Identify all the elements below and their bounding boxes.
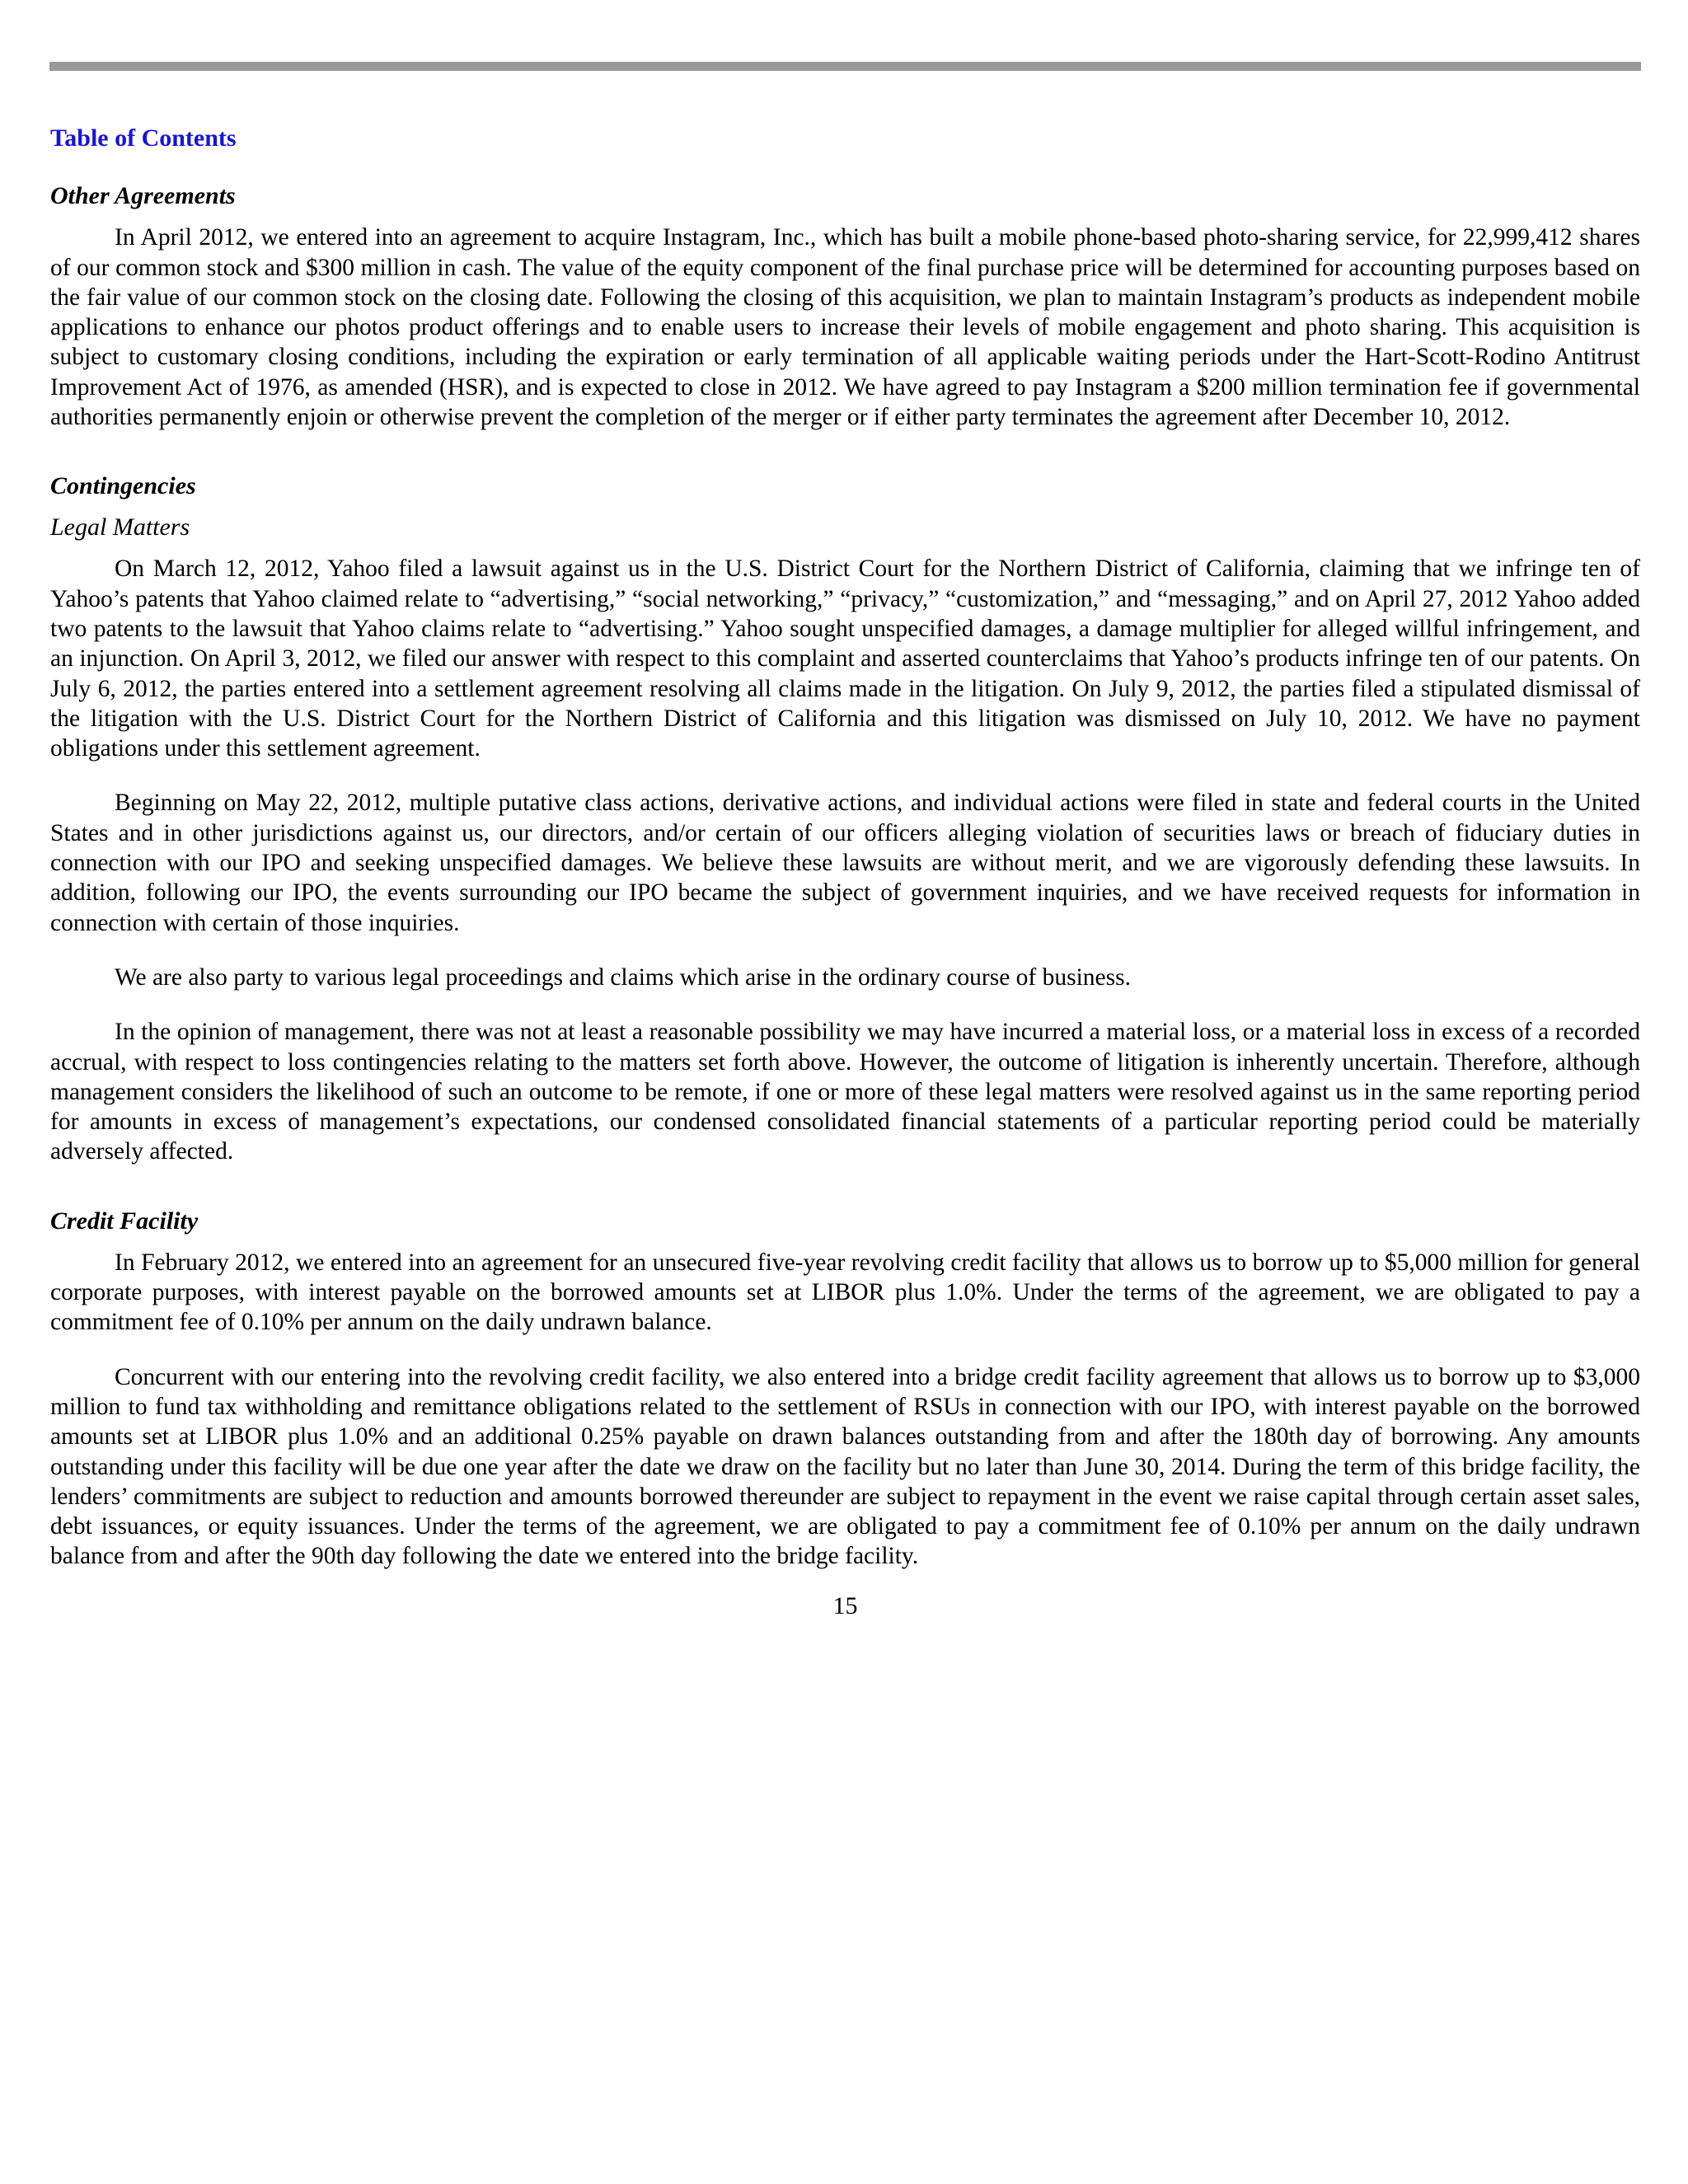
subheading-legal-matters: Legal Matters xyxy=(50,513,190,541)
paragraph-ipo-class-actions: Beginning on May 22, 2012, multiple putative class actions, derivative actions, and individual actions were filed in state and federal courts in the United States and in other jurisdictions against us, our directors, and/or certain of our officers alleging violation of securities laws or breach of fiduciary duties in connection with our IPO and seeking unspecified damages. We believe these lawsuits are without merit, and we are vigorously defending these lawsuits. In addition, following our IPO, the events surrounding our IPO became the subject of government inquiries, and we have received requests for information in connection with certain of those inquiries. xyxy=(50,790,1640,936)
paragraph-ordinary-proceedings: We are also party to various legal proceedings and claims which arise in the ordinary course of business. xyxy=(115,963,1131,991)
paragraph-instagram-acquisition: In April 2012, we entered into an agreement to acquire Instagram, Inc., which has built a mobile phone-based photo-sharing service, for 22,999,412 shares of our common stock and $300 million in cash. The value of the equity component of the final purchase price will be determined for accounting purposes based on the fair value of our common stock on the closing date. Following the closing of this acquisition, we plan to maintain Instagram’s products as independent mobile applications to enhance our photos product offerings and to enable users to increase their levels of mobile engagement and photo sharing. This acquisition is subject to customary closing conditions, including the expiration or early termination of all applicable waiting periods under the Hart-Scott-Rodino Antitrust Improvement Act of 1976, as amended (HSR), and is expected to close in 2012. We have agreed to pay Instagram a $200 million termination fee if governmental authorities permanently enjoin or otherwise prevent the completion of the merger or if either party terminates the agreement after December 10, 2012. xyxy=(50,224,1640,431)
paragraph-management-opinion: In the opinion of management, there was not at least a reasonable possibility we may have incurred a material loss, or a material loss in excess of a recorded accrual, with respect to loss contingencies relating to the matters set forth above. However, the outcome of litigation is inherently uncertain. Therefore, although management considers the likelihood of such an outcome to be remote, if one or more of these legal matters were resolved against us in the same reporting period for amounts in excess of management’s expectations, our condensed consolidated financial statements of a particular reporting period could be materially adversely affected. xyxy=(50,1019,1640,1165)
page-number: 15 xyxy=(832,1591,858,1619)
section-heading-contingencies: Contingencies xyxy=(50,472,196,500)
paragraph-revolving-credit: In February 2012, we entered into an agreement for an unsecured five-year revolving credit facility that allows us to borrow up to $5,000 million for general corporate purposes, with interest payable on the borrowed amounts set at LIBOR plus 1.0%. Under the terms of the agreement, we are obligated to pay a commitment fee of 0.10% per annum on the daily undrawn balance. xyxy=(50,1249,1640,1336)
table-of-contents-link[interactable]: Table of Contents xyxy=(50,124,237,152)
paragraph-bridge-credit: Concurrent with our entering into the revolving credit facility, we also entered into a bridge credit facility agreement that allows us to borrow up to $3,000 million to fund tax withholding and remittance obligations related to the settlement of RSUs in connection with our IPO, with interest payable on the borrowed amounts set at LIBOR plus 1.0% and an additional 0.25% payable on drawn balances outstanding from and after the 180th day of borrowing. Any amounts outstanding under this facility will be due one year after the date we draw on the facility but no later than June 30, 2014. During the term of this bridge facility, the lenders’ commitments are subject to reduction and amounts borrowed thereunder are subject to repayment in the event we raise capital through certain asset sales, debt issuances, or equity issuances. Under the terms of the agreement, we are obligated to pay a commitment fee of 0.10% per annum on the daily undrawn balance from and after the 90th day following the date we entered into the bridge facility. xyxy=(50,1363,1640,1570)
section-heading-other-agreements: Other Agreements xyxy=(50,182,236,210)
section-heading-credit-facility: Credit Facility xyxy=(50,1207,199,1235)
top-divider xyxy=(49,62,1641,71)
paragraph-yahoo-lawsuit: On March 12, 2012, Yahoo filed a lawsuit against us in the U.S. District Court for the Northern District of California, claiming that we infringe ten of Yahoo’s patents that Yahoo claimed relate to “advertising,” “social networking,” “privacy,” “customization,” and “messaging,” and on April 27, 2012 Yahoo added two patents to the lawsuit that Yahoo claims relate to “advertising.” Yahoo sought unspecified damages, a damage multiplier for alleged willful infringement, and an injunction. On April 3, 2012, we filed our answer with respect to this complaint and asserted counterclaims that Yahoo’s products infringe ten of our patents. On July 6, 2012, the parties entered into a settlement agreement resolving all claims made in the litigation. On July 9, 2012, the parties filed a stipulated dismissal of the litigation with the U.S. District Court for the Northern District of California and this litigation was dismissed on July 10, 2012. We have no payment obligations under this settlement agreement. xyxy=(50,555,1640,762)
page-content xyxy=(50,124,1640,1621)
